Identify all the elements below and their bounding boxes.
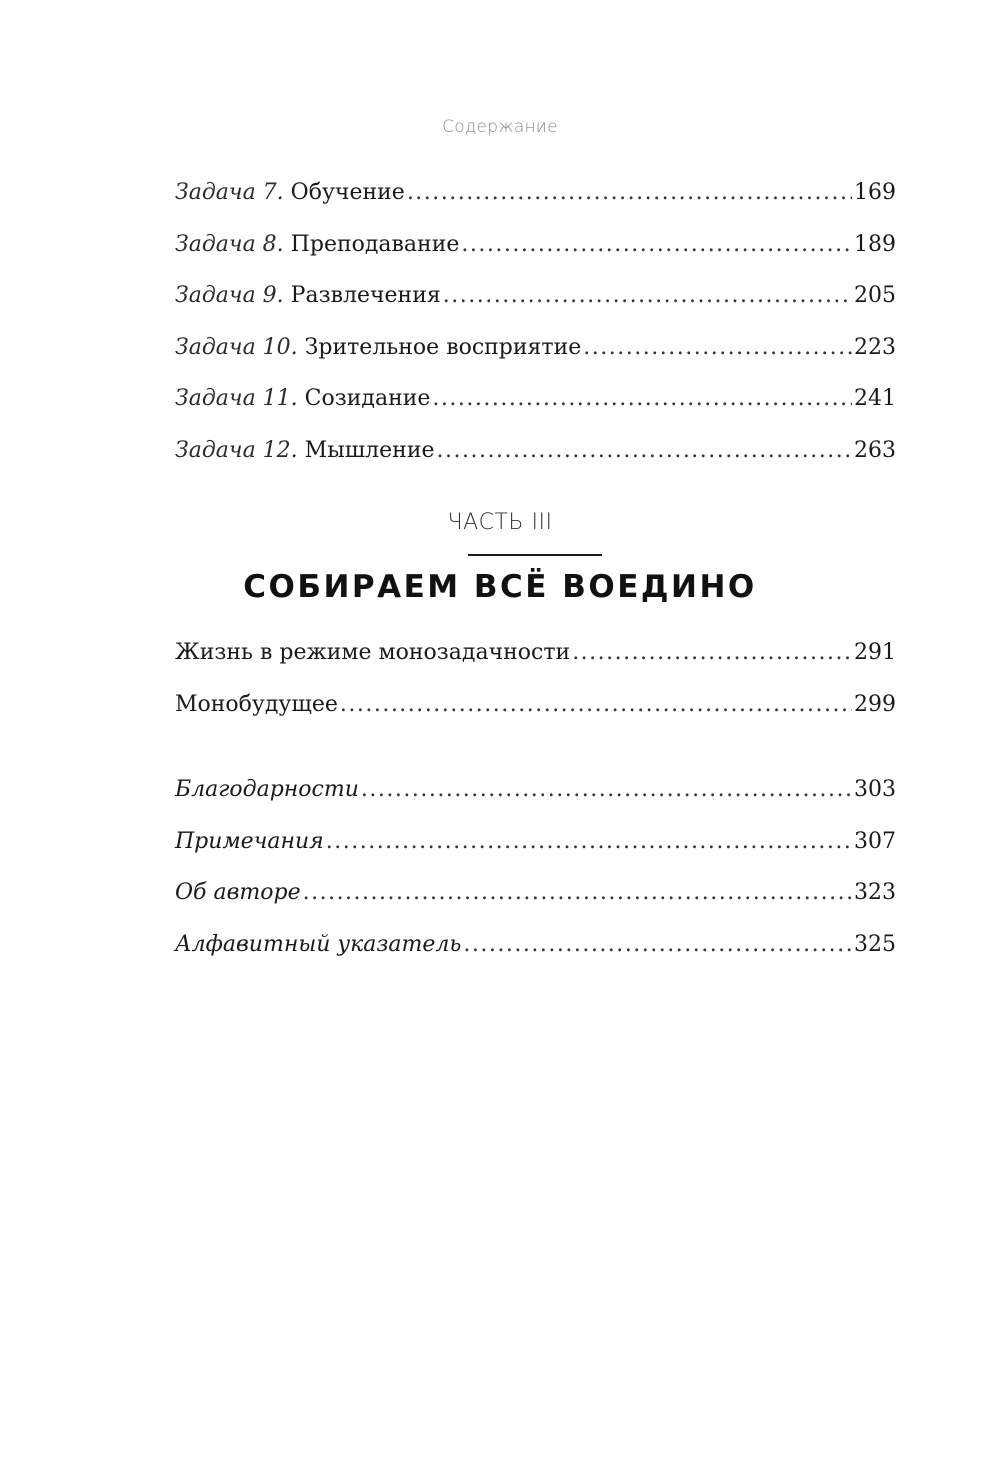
dot-leader [463,932,852,957]
toc-entry[interactable] [175,438,896,490]
page-number: 291 [854,640,896,665]
task-label: Задача 7. [175,180,284,205]
entry-title: Алфавитный указатель [175,931,462,957]
page-number: 205 [854,283,896,309]
entry-title: Мышление [304,437,435,463]
page-number: 263 [854,437,896,463]
page-number: 169 [854,180,896,205]
toc-entry[interactable] [175,692,896,744]
toc-entry[interactable] [175,932,896,984]
page-number: 299 [854,691,896,717]
entry-title: Развлечения [290,283,441,309]
dot-leader [361,777,852,802]
dot-leader [461,232,852,257]
toc-entry[interactable] [175,829,896,881]
page-number: 241 [854,386,896,412]
page-number: 189 [854,231,896,257]
dot-leader [432,386,852,411]
entry-title: Созидание [304,386,431,412]
toc-entry[interactable] [175,335,896,387]
page-number: 323 [854,880,896,906]
toc-part3-list [175,640,896,743]
entry-title: Монобудущее [175,691,338,717]
task-label: Задача 8. [175,231,284,257]
toc-entry[interactable] [175,283,896,335]
dot-leader [303,880,852,905]
toc-entry[interactable] [175,386,896,438]
page-number: 223 [854,334,896,360]
part-title: СОБИРАЕМ ВСЁ ВОЕДИНО [243,569,757,605]
page-number: 307 [854,828,896,854]
task-label: Задача 10. [175,334,298,360]
entry-title: Примечания [175,828,324,854]
page-number: 303 [854,777,896,802]
toc-entry[interactable] [175,180,896,232]
entry-title: Обучение [290,180,405,205]
entry-title: Зрительное восприятие [304,334,582,360]
entry-title: Преподавание [290,231,460,257]
toc-entry[interactable] [175,232,896,284]
part-divider [468,554,602,556]
task-label: Задача 11. [175,386,298,412]
dot-leader [437,438,852,463]
entry-title: Жизнь в режиме монозадачности [175,640,571,665]
toc-tasks-list [175,180,896,490]
entry-title: Благодарности [175,777,359,802]
toc-entry[interactable] [175,777,896,829]
task-label: Задача 12. [175,437,298,463]
dot-leader [326,829,852,854]
toc-entry[interactable] [175,880,896,932]
dot-leader [572,640,852,665]
dot-leader [443,283,852,308]
running-head: Содержание [442,117,558,137]
toc-back-matter-list [175,777,896,983]
page-number: 325 [854,931,896,957]
dot-leader [340,692,852,717]
entry-title: Об авторе [175,880,301,906]
part-label: ЧАСТЬ III [447,510,553,535]
toc-entry[interactable] [175,640,896,692]
dot-leader [583,335,852,360]
dot-leader [407,180,852,205]
task-label: Задача 9. [175,283,284,309]
